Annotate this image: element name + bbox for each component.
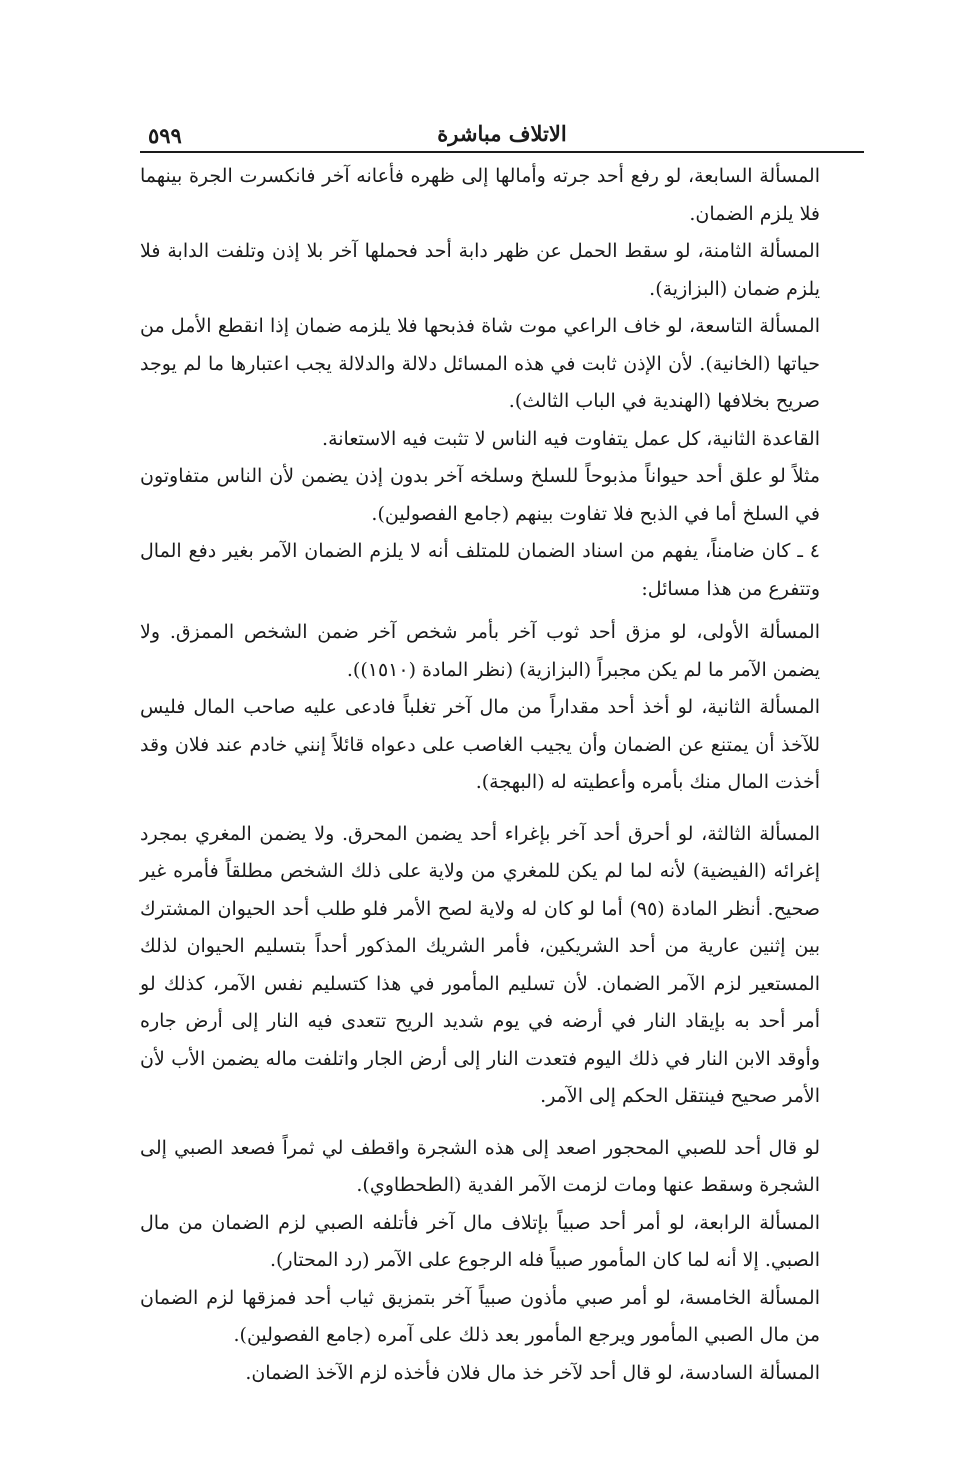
- paragraph-issue-2: المسألة الثانية، لو أخذ أحد مقداراً من مال آخر تغلباً فادعى عليه صاحب المال فليس للآخذ أن يمتنع عن الضمان وأن يجيب الغاصب على دعواه قائلاً إنني خادم عند فلان وقد أخذت المال منك بأمره وأعطيته له (البهجة).: [140, 696, 820, 793]
- paragraph-minor-child: لو قال أحد للصبي المحجور اصعد إلى هذه الشجرة واقطف لي ثمراً فصعد الصبي إلى الشجرة وسقط عنها ومات لزمت الآمر الفدية (الطحطاوي).: [140, 1136, 820, 1196]
- page-number: ٥٩٩: [148, 123, 182, 148]
- paragraph-issue-5: المسألة الخامسة، لو أمر صبي مأذون صبياً آخر بتمزيق ثياب أحد فمزقها لزم الضمان من مال الصبي المأمور ويرجع المأمور بعد ذلك على آمره (جامع الفصولين).: [140, 1286, 820, 1346]
- paragraph-example: مثلاً لو علق أحد حيواناً مذبوحاً للسلخ وسلخه آخر بدون إذن يضمن لأن الناس متفاوتون في السلخ أما في الذبح فلا تفاوت بينهم (جامع الفصولين).: [140, 465, 820, 525]
- running-title: الاتلاف مباشرة: [437, 121, 567, 146]
- paragraph-issue-7: المسألة السابعة، لو رفع أحد جرته وأمالها إلى ظهره فأعانه آخر فانكسرت الجرة بينهما فلا يلزم الضمان.: [140, 165, 820, 225]
- paragraph-issue-6: المسألة السادسة، لو قال أحد لآخر خذ مال فلان فأخذه لزم الآخذ الضمان.: [245, 1361, 820, 1384]
- paragraph-issue-9: المسألة التاسعة، لو خاف الراعي موت شاة فذبحها فلا يلزمه ضمان إذا انقطع الأمل من حياتها (الخانية). لأن الإذن ثابت في هذه المسائل دلالة والدلالة يجب اعتبارها ما لم يوجد صريح بخلافها (الهندية في الباب الثالث).: [140, 315, 820, 412]
- paragraph-rule-2: القاعدة الثانية، كل عمل يتفاوت فيه الناس لا تثبت فيه الاستعانة.: [322, 427, 820, 450]
- spacer: [140, 802, 864, 816]
- page-header: [140, 112, 864, 148]
- paragraph-issue-1: المسألة الأولى، لو مزق أحد ثوب آخر بأمر شخص آخر ضمن الشخص الممزق. ولا يضمن الآمر ما لم يكن مجبراً (البزازية) (نظر المادة (١٥١٠)).: [140, 621, 820, 681]
- spacer: [140, 1116, 864, 1130]
- paragraph-issue-3: المسألة الثالثة، لو أحرق أحد آخر بإغراء أحد يضمن المحرق. ولا يضمن المغري بمجرد إغرائه (الفيضية) لأنه لما لم يكن للمغري من ولاية على ذلك الشخص مطلقاً فأمره غير صحيح. أنظر المادة (٩٥) أما لو كان له ولاية لصح الأمر فلو طلب أحد الحيوان المشترك بين إثنين عارية من أحد الشريكين، فأمر الشريك المذكور أحداً بتسليم الحيوان لذلك المستعير لزم الآمر الضمان. لأن تسليم المأمور في هذا كتسليم نفس الآمر، كذلك لو أمر أحد به بإيقاد النار في أرضه في يوم شديد الريح تتعدى فيه النار إلى أرض جاره وأوقد الابن النار في ذلك اليوم فتعدت النار إلى أرض الجار واتلفت ماله يضمن الأب لأن الأمر صحيح فينتقل الحكم إلى الآمر.: [140, 822, 820, 1107]
- header-divider: [140, 151, 864, 153]
- paragraph-issue-8: المسألة الثامنة، لو سقط الحمل عن ظهر دابة أحد فحملها آخر بلا إذن وتلفت الدابة فلا يلزم ضمان (البزازية).: [140, 240, 820, 300]
- paragraph-issue-4: المسألة الرابعة، لو أمر أحد صبياً بإتلاف مال آخر فأتلفه الصبي لزم الضمان من مال الصبي. إلا أنه لما كان المأمور صبياً فله الرجوع على الآمر (رد المحتار).: [140, 1211, 820, 1271]
- paragraph-point-4: ٤ ـ كان ضامناً، يفهم من اسناد الضمان للمتلف أنه لا يلزم الضمان الآمر بغير دفع المال وتتفرع من هذا مسائل:: [140, 540, 820, 600]
- body-text: [140, 158, 864, 1392]
